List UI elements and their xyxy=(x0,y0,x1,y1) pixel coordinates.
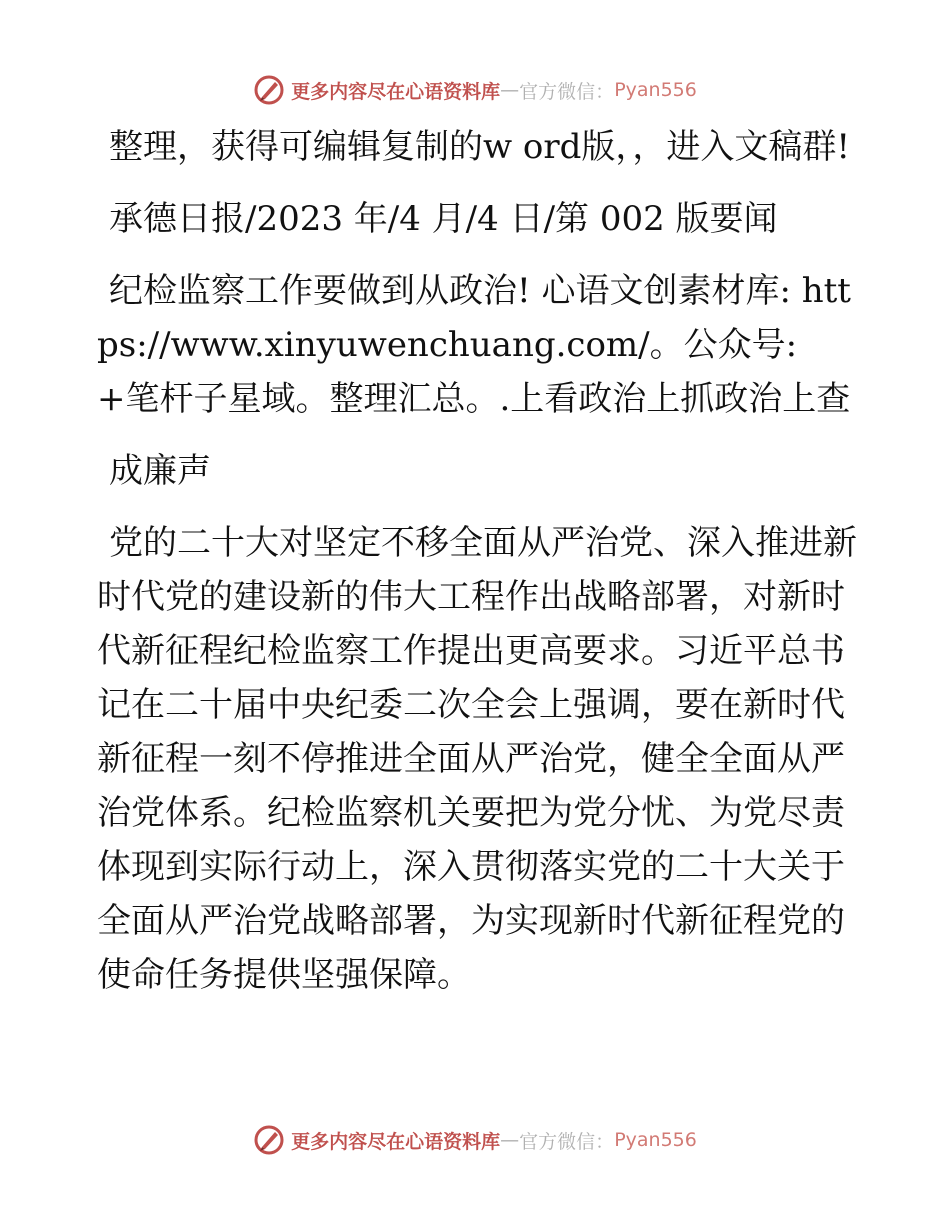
banner-wechat-id: Pyan556 xyxy=(614,79,697,101)
banner-wechat-id: Pyan556 xyxy=(614,1129,697,1151)
banner-dash: — xyxy=(500,1129,520,1151)
header-banner xyxy=(0,70,950,110)
paragraph-author: 成廉声 xyxy=(109,451,211,491)
document-body xyxy=(97,120,857,1002)
banner-main-text: 更多内容尽在心语资料库 xyxy=(291,80,501,103)
paragraph-title: 纪检监察工作要做到从政治! 心语文创素材库: https://www.xinyuwenchuang.com/。公众号: +笔杆子星域。整理汇总。.上看政治上抓政治上查 xyxy=(97,271,851,419)
paragraph-body: 党的二十大对坚定不移全面从严治党、深入推进新时代党的建设新的伟大工程作出战略部署，对新时代新征程纪检监察工作提出更高要求。习近平总书记在二十届中央纪委二次全会上强调，要在新时代新征程一刻不停推进全面从严治党，健全全面从严治党体系。纪检监察机关要把为党分忧、为党尽责体现到实际行动上，深入贯彻落实党的二十大关于全面从严治党战略部署，为实现新时代新征程党的使命任务提供坚强保障。 xyxy=(97,523,857,995)
banner-main-text: 更多内容尽在心语资料库 xyxy=(291,1130,501,1153)
paragraph-intro: 整理，获得可编辑复制的w ord版，，进入文稿群! xyxy=(109,127,851,167)
quill-pen-seal-icon xyxy=(253,74,285,106)
paragraph-source-line: 承德日报/2023 年/4 月/4 日/第 002 版要闻 xyxy=(109,199,778,239)
quill-pen-seal-icon xyxy=(253,1124,285,1156)
banner-wechat-label: 官方微信： xyxy=(519,1130,615,1153)
banner-wechat-label: 官方微信： xyxy=(519,80,615,103)
banner-dash: — xyxy=(500,79,520,101)
footer-banner xyxy=(0,1120,950,1160)
